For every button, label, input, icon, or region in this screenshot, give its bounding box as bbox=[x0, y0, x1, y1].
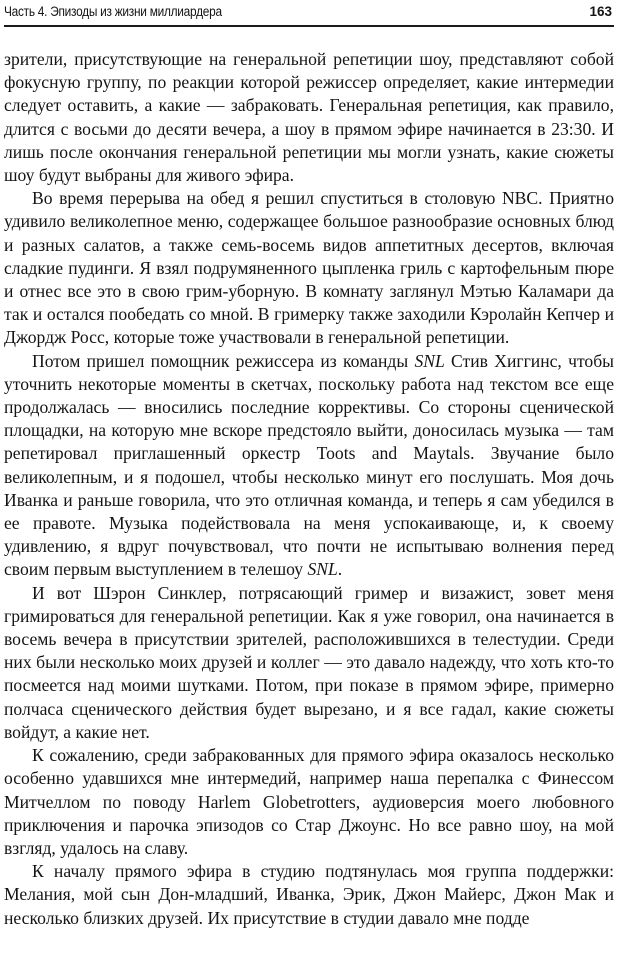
paragraph-6: К началу прямого эфира в студию подтянулась моя группа поддержки: Мелания, мой сын Дон-младший, Иванка, Эрик, Джон Майерс, Джон Мак и несколько близких друзей. Их присутствие в студии давало мне подде bbox=[4, 861, 614, 928]
show-title-snl: SNL bbox=[414, 350, 445, 371]
paragraph-3-part-e: . bbox=[337, 559, 343, 580]
paragraph-4: И вот Шэрон Синклер, потрясающий гример и визажист, зовет меня гримироваться для генеральной репетиции. Как я уже говорил, она начинается в восемь вечера в присутствии зрителей, расположившихся в телестудии. Среди них были несколько моих друзей и коллег — это давало надежду, что хоть кто-то посмеется над моими шутками. Потом, при показе в прямом эфире, примерно полчаса сценического действия будет вырезано, и я все гадал, какие сюжеты войдут, а какие нет. bbox=[4, 582, 614, 742]
paragraph-2: Во время перерыва на обед я решил спуститься в столовую NBC. Приятно удивило великолепное меню, содержащее большое разнообразие основных блюд и разных салатов, а также семь-восемь видов аппетитных десертов, включая сладкие пудинги. Я взял подрумяненного цыпленка гриль с картофельным пюре и отнес все это в свою грим-уборную. В комнату заглянул Мэтью Каламари да так и остался пообедать со мной. В гримерку также заходили Кэролайн Кепчер и Джордж Росс, которые тоже участвовали в генеральной репетиции. bbox=[4, 188, 614, 348]
page-header bbox=[4, 3, 614, 23]
header-divider bbox=[4, 25, 614, 27]
paragraph-3 bbox=[4, 350, 614, 582]
page-number: 163 bbox=[589, 4, 612, 19]
body-text bbox=[4, 48, 614, 930]
paragraph-3-part-a: Потом пришел помощник режиссера из команды bbox=[32, 350, 415, 371]
paragraph-1: зрители, присутствующие на генеральной репетиции шоу, представляют собой фокусную группу, по реакции которой режиссер определяет, какие интермедии следует оставить, а какие — забраковать. Генеральная репетиция, как правило, длится с восьми до десяти вечера, а шоу в прямом эфире начинается в 23:30. И лишь после окончания генеральной репетиции мы могли узнать, какие сюжеты шоу будут выбраны для живого эфира. bbox=[4, 49, 614, 186]
running-title: Часть 4. Эпизоды из жизни миллиардера bbox=[4, 4, 222, 19]
show-title-snl-2: SNL bbox=[307, 559, 338, 580]
paragraph-3-part-c: Стив Хиггинс, чтобы уточнить некоторые моменты в скетчах, поскольку работа над текстом все еще продолжалась — вносились последние коррективы. Со стороны сценической площадки, на которую мне вскоре предстояло выйти, доносилась музыка — там репетировал приглашенный оркестр Toots and Maytals. Звучание было великолепным, и я подошел, чтобы несколько минут его послушать. Моя дочь Иванка и раньше говорила, что это отличная команда, и теперь я сам убедился в ее правоте. Музыка подействовала на меня успокаивающе, и, к своему удивлению, я вдруг почувствовал, что почти не испытываю волнения перед своим первым выступлением в телешоу bbox=[4, 350, 614, 580]
paragraph-5: К сожалению, среди забракованных для прямого эфира оказалось несколько особенно удавшихся мне интермедий, например наша перепалка с Финессом Митчеллом по поводу Harlem Globetrotters, аудиоверсия моего любовного приключения и парочка эпизодов со Стар Джоунс. Но все равно шоу, на мой взгляд, удалось на славу. bbox=[4, 745, 614, 858]
